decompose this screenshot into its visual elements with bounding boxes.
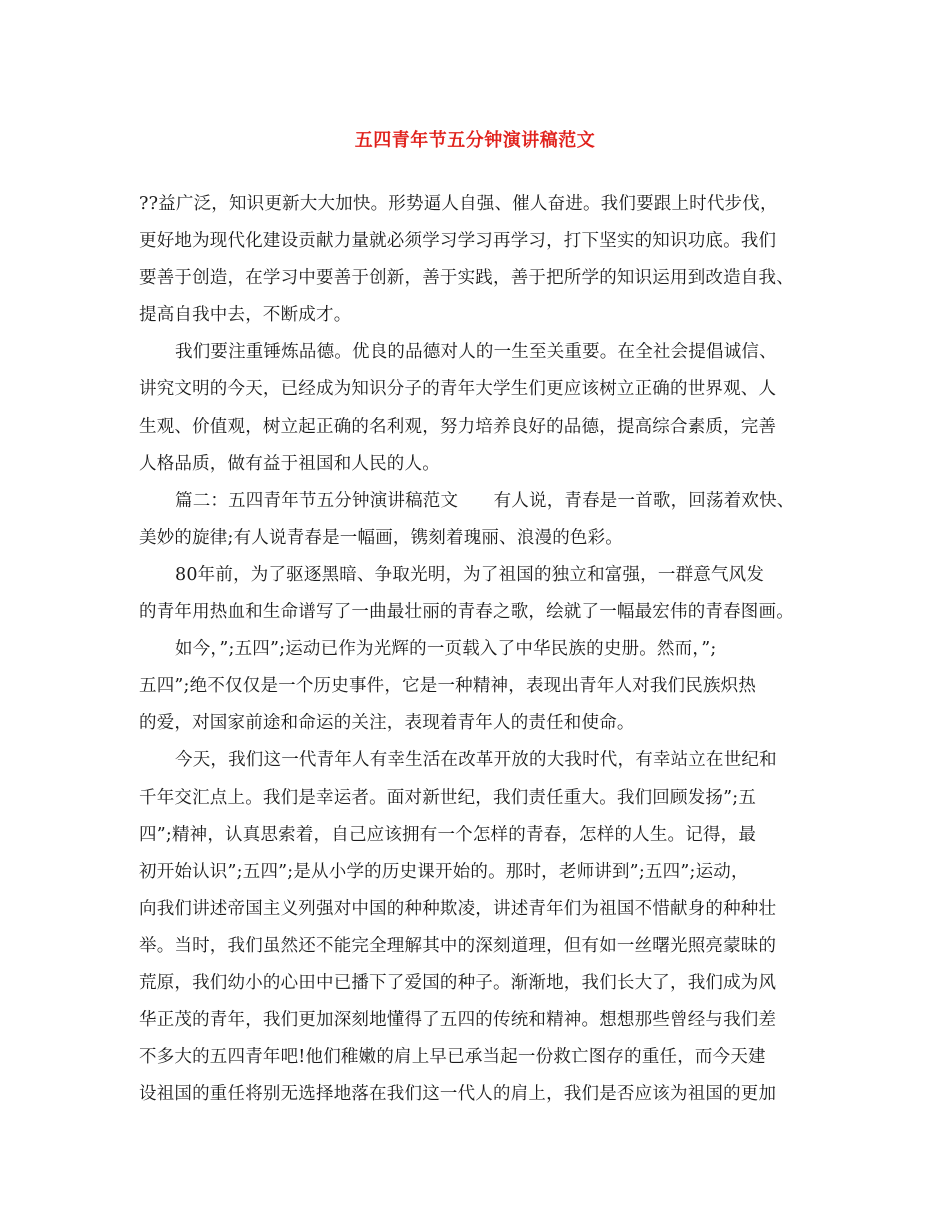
text-line: 四”;精神，认真思索着，自己应该拥有一个怎样的青春，怎样的人生。记得，最 bbox=[139, 824, 757, 845]
text-line: 荒原，我们幼小的心田中已播下了爱国的种子。渐渐地，我们长大了，我们成为风 bbox=[139, 972, 777, 993]
document-body bbox=[139, 193, 815, 1120]
text-line: 讲究文明的今天，已经成为知识分子的青年大学生们更应该树立正确的世界观、人 bbox=[139, 379, 777, 400]
text-line: 美妙的旋律;有人说青春是一幅画，镌刻着瑰丽、浪漫的色彩。 bbox=[139, 527, 623, 548]
text-line: 向我们讲述帝国主义列强对中国的种种欺凌，讲述青年们为祖国不惜献身的种种壮 bbox=[139, 898, 777, 919]
text-line: 五四”;绝不仅仅是一个历史事件，它是一种精神，表现出青年人对我们民族炽热 bbox=[139, 676, 757, 697]
text-line: 人格品质，做有益于祖国和人民的人。 bbox=[139, 453, 440, 474]
text-line: 我们要注重锤炼品德。优良的品德对人的一生至关重要。在全社会提倡诚信、 bbox=[175, 342, 777, 363]
text-line: 的爱，对国家前途和命运的关注，表现着青年人的责任和使命。 bbox=[139, 713, 635, 734]
document-title: 五四青年节五分钟演讲稿范文 bbox=[354, 130, 596, 151]
text-line: 如今，”;五四”;运动已作为光辉的一页载入了中华民族的史册。然而，”; bbox=[175, 639, 717, 660]
text-line: 举。当时，我们虽然还不能完全理解其中的深刻道理，但有如一丝曙光照亮蒙昧的 bbox=[139, 935, 777, 956]
text-line: 篇二：五四青年节五分钟演讲稿范文 有人说，青春是一首歌，回荡着欢快、 bbox=[175, 490, 795, 511]
text-line: 今天，我们这一代青年人有幸生活在改革开放的大我时代，有幸站立在世纪和 bbox=[175, 750, 777, 771]
text-line: 生观、价值观，树立起正确的名利观，努力培养良好的品德，提高综合素质，完善 bbox=[139, 416, 777, 437]
text-line: 要善于创造，在学习中要善于创新，善于实践，善于把所学的知识运用到改造自我、 bbox=[139, 268, 794, 289]
text-line: 华正茂的青年，我们更加深刻地懂得了五四的传统和精神。想想那些曾经与我们差 bbox=[139, 1010, 777, 1031]
text-line: 更好地为现代化建设贡献力量就必须学习学习再学习，打下坚实的知识功底。我们 bbox=[139, 231, 777, 252]
text-line: 初开始认识”;五四”;是从小学的历史课开始的。那时，老师讲到”;五四”;运动， bbox=[139, 861, 749, 882]
text-line: ??益广泛，知识更新大大加快。形势逼人自强、催人奋进。我们要跟上时代步伐， bbox=[139, 194, 778, 214]
text-line: 的青年用热血和生命谱写了一曲最壮丽的青春之歌，绘就了一幅最宏伟的青春图画。 bbox=[139, 602, 794, 623]
text-line: 设祖国的重任将别无选择地落在我们这一代人的肩上，我们是否应该为祖国的更加 bbox=[139, 1084, 777, 1105]
text-line: 80年前，为了驱逐黑暗、争取光明，为了祖国的独立和富强，一群意气风发 bbox=[175, 564, 765, 585]
text-line: 不多大的五四青年吧!他们稚嫩的肩上早已承当起一份救亡图存的重任，而今天建 bbox=[139, 1047, 766, 1068]
text-line: 提高自我中去，不断成才。 bbox=[139, 305, 352, 326]
text-line: 千年交汇点上。我们是幸运者。面对新世纪，我们责任重大。我们回顾发扬”;五 bbox=[139, 787, 757, 808]
